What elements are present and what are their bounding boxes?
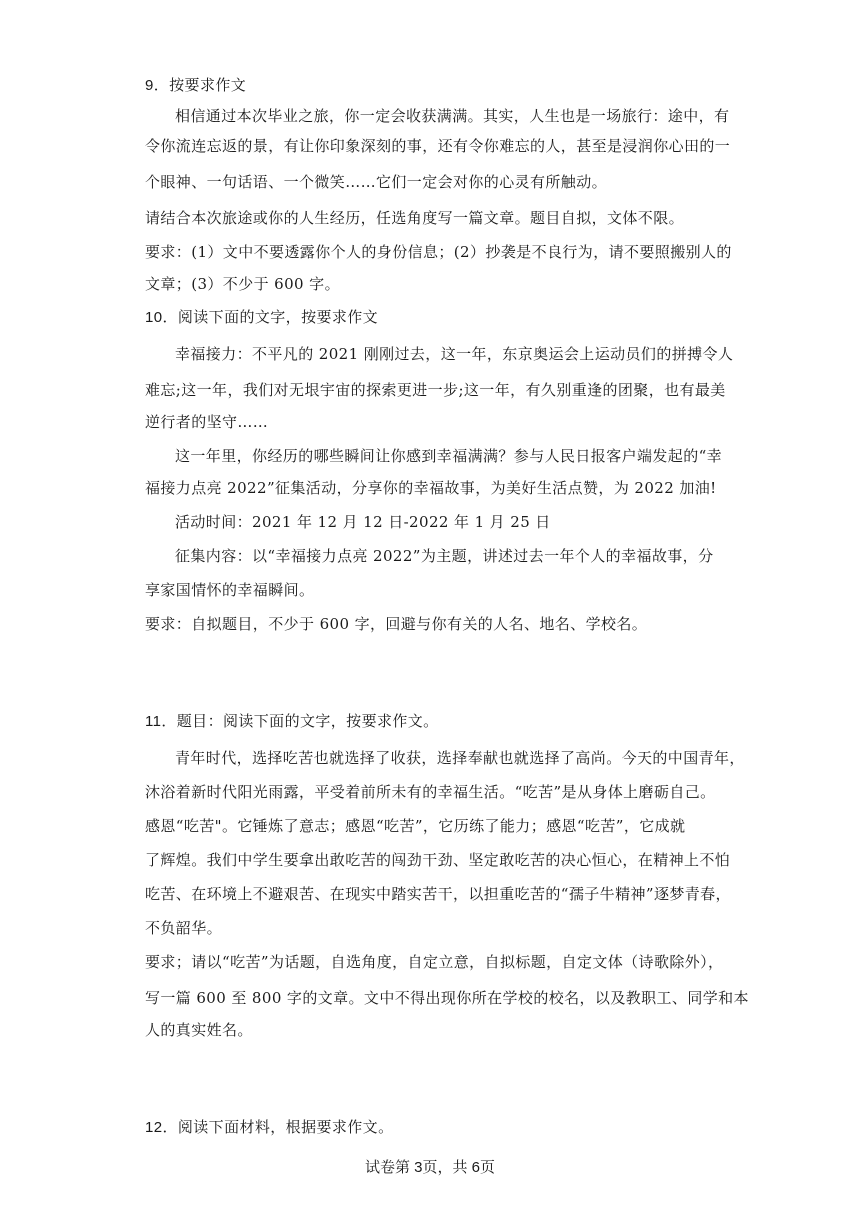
q11-requirement-line: 人的真实姓名。 xyxy=(145,1021,253,1039)
q11-paragraph-line: 感恩“吃苦"。它锤炼了意志；感恩“吃苦”，它历练了能力；感恩“吃苦”，它成就 xyxy=(145,817,686,835)
q11-paragraph-line: 不负韶华。 xyxy=(145,919,223,937)
q9-paragraph-line: 个眼神、一句话语、一个微笑……它们一定会对你的心灵有所触动。 xyxy=(145,173,608,191)
q10-paragraph-line: 难忘;这一年，我们对无垠宇宙的探索更进一步;这一年，有久别重逢的团聚，也有最美 xyxy=(145,381,726,399)
q10-title: 10．阅读下面的文字，按要求作文 xyxy=(145,309,379,326)
q10-activity-time: 活动时间：2021 年 12 月 12 日-2022 年 1 月 25 日 xyxy=(175,513,551,531)
q11-paragraph-line: 青年时代，选择吃苦也就选择了收获，选择奉献也就选择了高尚。今天的中国青年， xyxy=(175,749,745,767)
q10-paragraph-line: 逆行者的坚守…… xyxy=(145,413,269,431)
q9-instruction: 请结合本次旅途或你的人生经历，任选角度写一篇文章。题目自拟，文体不限。 xyxy=(145,209,685,227)
q9-requirement-line: 要求：(1）文中不要透露你个人的身份信息；(2）抄袭是不良行为，请不要照搬别人的 xyxy=(145,243,732,261)
q11-requirement-line: 写一篇 600 至 800 字的文章。文中不得出现你所在学校的校名，以及教职工、同学和本 xyxy=(145,989,749,1007)
q10-paragraph-line: 幸福接力：不平凡的 2021 刚刚过去，这一年，东京奥运会上运动员们的拼搏令人 xyxy=(175,345,734,363)
q9-paragraph-line: 相信通过本次毕业之旅，你一定会收获满满。其实，人生也是一场旅行：途中，有 xyxy=(175,107,730,125)
q10-paragraph-line: 福接力点亮 2022”征集活动，分享你的幸福故事，为美好生活点赞，为 2022 加油! xyxy=(145,479,717,497)
q9-requirement-line: 文章；(3）不少于 600 字。 xyxy=(145,275,340,293)
q10-paragraph-line: 享家国情怀的幸福瞬间。 xyxy=(145,581,315,599)
q10-requirement: 要求：自拟题目，不少于 600 字，回避与你有关的人名、地名、学校名。 xyxy=(145,615,648,633)
q11-requirement-line: 要求；请以“吃苦”为话题，自选角度，自定立意，自拟标题，自定文体（诗歌除外）， xyxy=(145,953,724,971)
q12-title: 12．阅读下面材料，根据要求作文。 xyxy=(145,1119,394,1136)
q9-paragraph-line: 令你流连忘返的景，有让你印象深刻的事，还有令你难忘的人，甚至是浸润你心田的一 xyxy=(145,137,731,155)
q11-paragraph-line: 吃苦、在环境上不避艰苦、在现实中踏实苦干，以担重吃苦的“孺子牛精神”逐梦青春， xyxy=(145,885,731,903)
q11-paragraph-line: 了辉煌。我们中学生要拿出敢吃苦的闯劲干劲、坚定敢吃苦的决心恒心，在精神上不怕 xyxy=(145,851,731,869)
q11-paragraph-line: 沐浴着新时代阳光雨露，平受着前所未有的幸福生活。“吃苦”是从身体上磨砺自己。 xyxy=(145,783,716,801)
page-footer: 试卷第 3页，共 6页 xyxy=(364,1159,496,1176)
q9-title: 9．按要求作文 xyxy=(145,77,247,94)
q10-paragraph-line: 征集内容：以“幸福接力点亮 2022”为主题，讲述过去一年个人的幸福故事，分 xyxy=(175,547,714,565)
q11-title: 11．题目：阅读下面的文字，按要求作文。 xyxy=(145,713,439,730)
q10-paragraph-line: 这一年里，你经历的哪些瞬间让你感到幸福满满？参与人民日报客户端发起的“幸 xyxy=(175,447,723,465)
